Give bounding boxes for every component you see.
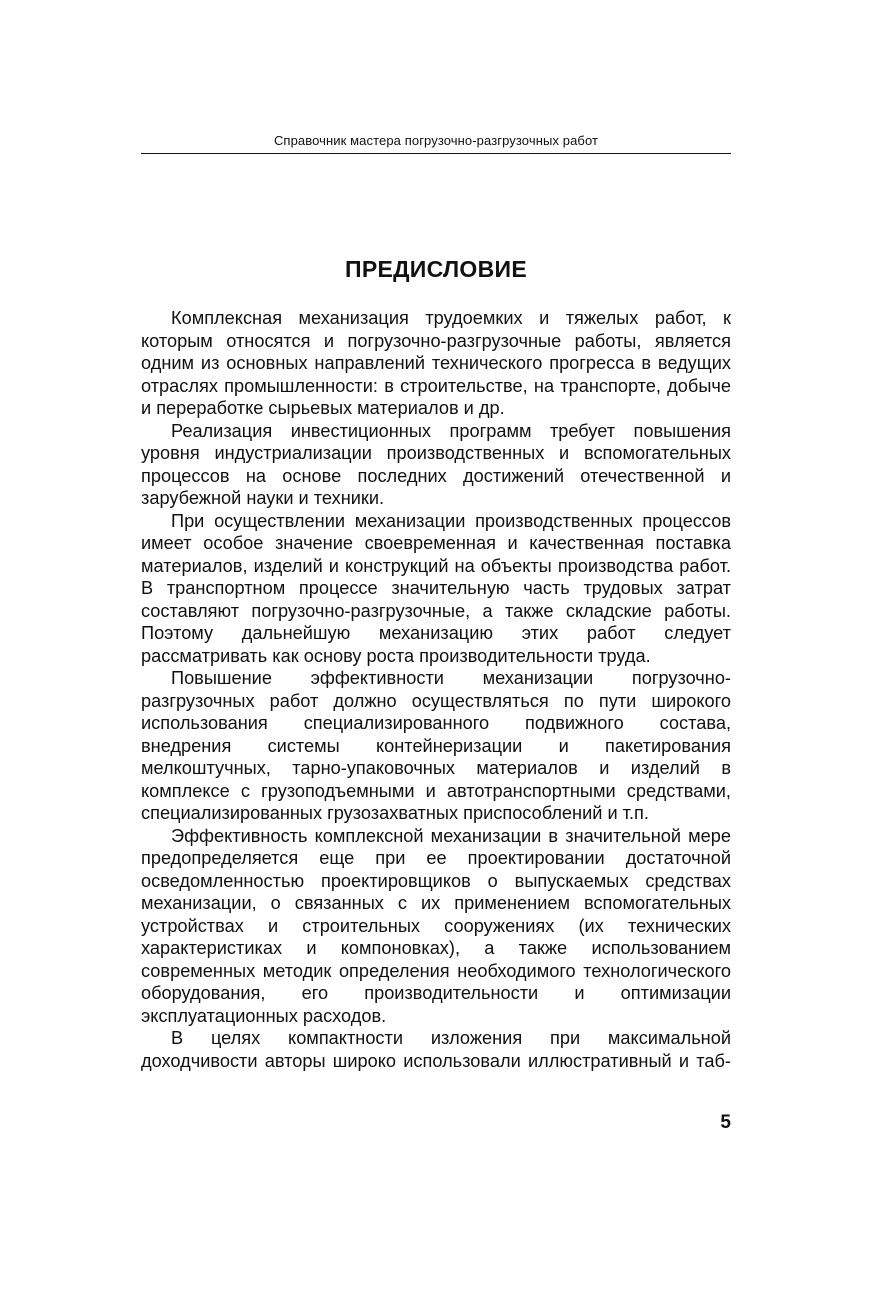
header-rule: [141, 153, 731, 154]
paragraph-6: В целях компактности изложения при максимальной доходчивости авторы широко использовали иллюстративный и таб-: [141, 1028, 731, 1071]
page-number: 5: [720, 1112, 731, 1133]
paragraph-2: Реализация инвестиционных программ требует повышения уровня индустриализации производственных и вспомогательных процессов на основе последних достижений отечественной и зарубежной науки и техники.: [141, 420, 731, 508]
running-head: Справочник мастера погрузочно-разгрузочных работ: [273, 133, 599, 148]
paragraph-5: Эффективность комплексной механизации в значительной мере предопределяется еще при ее проектировании достаточной осведомленностью проектировщиков о выпускаемых средствах механизации, о связанных с их применением вспомогательных устройствах и строительных сооружениях (их технических характеристиках и компоновках), а также использованием современных методик определения необходимого технологического оборудования, его производительности и оптимизации эксплуатационных расходов.: [141, 825, 731, 1026]
paragraph-1: Комплексная механизация трудоемких и тяжелых работ, к которым относятся и погрузочно-разгрузочные работы, является одним из основных направлений технического прогресса в ведущих отраслях промышленности: в строительстве, на транспорте, добыче и переработке сырьевых материалов и др.: [141, 308, 731, 418]
paragraph-4: Повышение эффективности механизации погрузочно-разгрузочных работ должно осуществляться по пути широкого использования специализированного подвижного состава, внедрения системы контейнеризации и пакетирования мелкоштучных, тарно-упаковочных материалов и изделий в комплексе с грузоподъемными и автотранспортными средствами, специализированных грузозахватных приспособлений и т.п.: [141, 668, 731, 823]
chapter-title: ПРЕДИСЛОВИЕ: [345, 256, 527, 282]
body-text: [141, 307, 731, 1072]
paragraph-3: При осуществлении механизации производственных процессов имеет особое значение своевременная и качественная поставка материалов, изделий и конструкций на объекты производства работ. В транспортном процессе значительную часть трудовых затрат составляют погрузочно-разгрузочные, а также складские работы. Поэтому дальнейшую механизацию этих работ следует рассматривать как основу роста производительности труда.: [141, 510, 731, 666]
